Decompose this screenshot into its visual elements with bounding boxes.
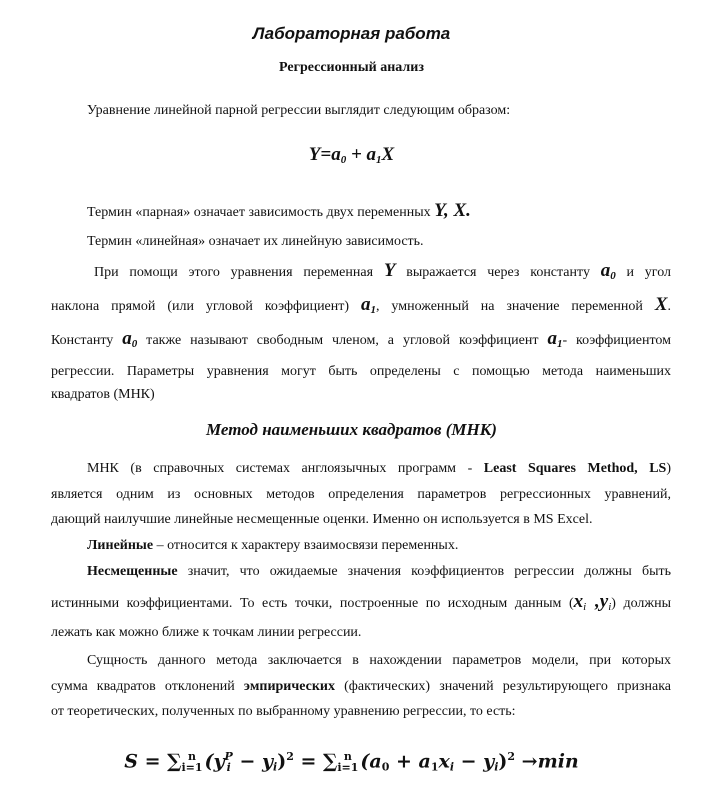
para3-linear: Линейные – относится к характеру взаимосвязи переменных. bbox=[87, 538, 459, 553]
para5-line1: Сущность данного метода заключается в нахождении параметров модели, при которых bbox=[87, 653, 671, 668]
para2-line2: является одним из основных методов определения параметров регрессионных уравнений, bbox=[51, 487, 671, 502]
para1-line1: При помощи этого уравнения переменная Y выражается через константу $a_0$ и угол bbox=[94, 260, 671, 282]
term-linear: Термин «линейная» означает их линейную зависимость. bbox=[87, 234, 424, 249]
doc-subtitle: Регрессионный анализ bbox=[279, 60, 424, 75]
para2-line1: МНК (в справочных системах англоязычных программ - Least Squares Method, LS) bbox=[87, 461, 671, 476]
para1-line4: регрессии. Параметры уравнения могут быть определены с помощью метода наименьших bbox=[51, 364, 671, 379]
para2-line3: дающий наилучшие линейные несмещенные оценки. Именно он используется в MS Excel. bbox=[51, 512, 593, 527]
para1-line3: Константу $a_0$ также называют свободным членом, а угловой коэффициент $a_1-$ коэффициентом bbox=[51, 328, 672, 350]
doc-title: Лабораторная работа bbox=[252, 24, 451, 43]
para4-line2: истинными коэффициентами. То есть точки, построенные по исходным данным ($x_i$ $,y_i$) должны bbox=[51, 591, 671, 613]
intro-text: Уравнение линейной парной регрессии выглядит следующим образом: bbox=[87, 103, 511, 118]
section-heading: Метод наименьших квадратов (МНК) bbox=[206, 420, 497, 439]
para5-line2: сумма квадратов отклонений эмпирических (фактических) значений результирующего признака bbox=[51, 679, 671, 694]
para4-line3: лежать как можно ближе к точкам линии регрессии. bbox=[51, 625, 362, 640]
para4-line1: Несмещенные значит, что ожидаемые значения коэффициентов регрессии должны быть bbox=[87, 564, 671, 579]
least-squares-formula: S = ∑ n i=1 (y P i − $y_i)^2$ = ∑ n i=1 $(a_0 + a_1x_i - y_i)^2 \to\min$ bbox=[124, 750, 579, 775]
para1-line2: наклона прямой (или угловой коэффициент) $a_1$, умноженный на значение переменной X. bbox=[51, 294, 671, 316]
regression-equation: $Y=a_0 + a_1X$ bbox=[308, 144, 395, 166]
para5-line3: от теоретических, полученных по выбранному уравнению регрессии, то есть: bbox=[51, 704, 516, 719]
para1-line5: квадратов (МНК) bbox=[51, 387, 155, 402]
term-pair: Термин «парная» означает зависимость двух переменных Y, X. bbox=[87, 200, 471, 221]
